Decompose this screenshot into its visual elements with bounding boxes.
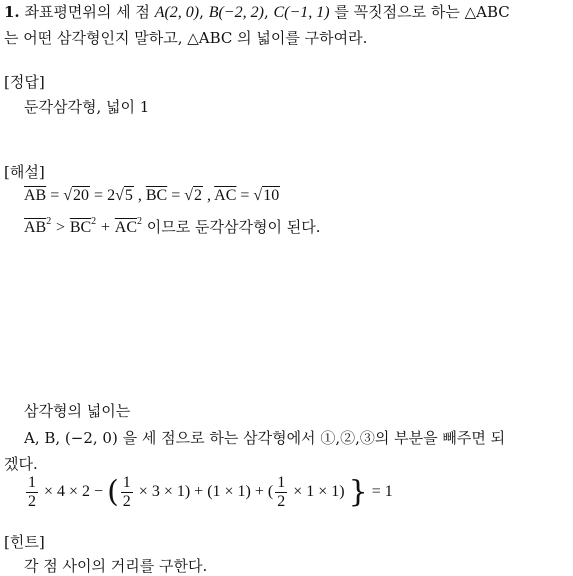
radicand: 10 — [263, 187, 280, 204]
equals: = 2 — [94, 187, 116, 204]
denominator: 2 — [277, 492, 286, 510]
exponent: 2 — [91, 216, 97, 227]
greater-than: > — [56, 219, 66, 236]
equals: = — [240, 187, 250, 204]
sep: , — [263, 3, 269, 21]
problem-line-1 — [4, 2, 510, 23]
radical-icon: √ — [115, 187, 124, 204]
right-brace: } — [348, 474, 368, 510]
fraction-half — [121, 474, 133, 511]
problem-line2-b: 의 넓이를 구하여라. — [237, 29, 368, 47]
problem-line2-a: 는 어떤 삼각형인지 말하고, △ABC — [4, 29, 233, 47]
sep: , — [207, 187, 212, 204]
segment-bc: $\overline{BC}$ — [145, 187, 168, 204]
fraction-half — [275, 474, 287, 511]
radicand: 2 — [194, 187, 203, 204]
formula-part-1: × 4 × 2 − — [44, 483, 104, 500]
equals: = — [50, 187, 60, 204]
segment-bc: $\overline{BC}$ — [69, 219, 92, 236]
fraction-half — [26, 474, 38, 511]
radical-icon: √ — [184, 187, 194, 204]
segment-ac: $\overline{AC}$ — [114, 219, 137, 236]
inequality-text: 이므로 둔각삼각형이 된다. — [146, 218, 321, 236]
equals: = — [171, 187, 181, 204]
numerator: 1 — [28, 473, 36, 491]
radicand: 20 — [73, 187, 90, 204]
area-formula — [24, 472, 393, 512]
sep: , — [199, 3, 204, 21]
answer-text: 둔각삼각형, 넓이 1 — [24, 98, 150, 116]
radical-icon: √ — [63, 187, 73, 204]
sep: , — [137, 187, 142, 204]
segment-ac: $\overline{AC}$ — [214, 187, 237, 204]
exponent: 2 — [46, 216, 52, 227]
formula-result: = 1 — [371, 483, 393, 500]
plus: + — [100, 219, 110, 236]
area-desc-1: A, B, (−2, 0) 을 세 점으로 하는 삼각형에서 ①,②,③의 부분을 빼주면 되 — [24, 429, 506, 447]
numerator: 1 — [277, 473, 286, 491]
point-b: B(−2, 2) — [208, 4, 264, 21]
denominator: 2 — [122, 492, 131, 510]
inequality-line — [24, 212, 320, 238]
problem-text-a: 좌표평면위의 세 점 — [24, 3, 150, 21]
radicand: 5 — [124, 187, 133, 204]
segment-ab: $\overline{AB}$ — [24, 187, 47, 204]
area-desc-2: 겠다. — [4, 455, 38, 473]
denominator: 2 — [28, 492, 36, 510]
answer-heading: [정답] — [4, 73, 45, 91]
point-a: A(2, 0) — [154, 4, 200, 21]
explanation-heading: [해설] — [4, 163, 45, 181]
formula-part-3: × 1 × 1) — [293, 483, 345, 500]
radical-icon: √ — [253, 187, 263, 204]
problem-text-b: 를 꼭짓점으로 하는 △ABC — [334, 3, 510, 21]
hint-heading: [힌트] — [4, 533, 45, 551]
problem-line-2 — [4, 28, 367, 48]
point-c: C(−1, 1) — [273, 4, 330, 21]
numerator: 1 — [122, 473, 131, 491]
hint-text: 각 점 사이의 거리를 구한다. — [24, 557, 208, 575]
segment-ab: $\overline{AB}$ — [24, 219, 47, 236]
exponent: 2 — [137, 216, 142, 227]
area-title: 삼각형의 넓이는 — [24, 402, 131, 420]
formula-part-2: × 3 × 1) + (1 × 1) + ( — [138, 483, 274, 500]
lengths-line — [24, 186, 280, 206]
problem-number: 1. — [4, 3, 20, 21]
left-paren: ( — [107, 474, 119, 510]
